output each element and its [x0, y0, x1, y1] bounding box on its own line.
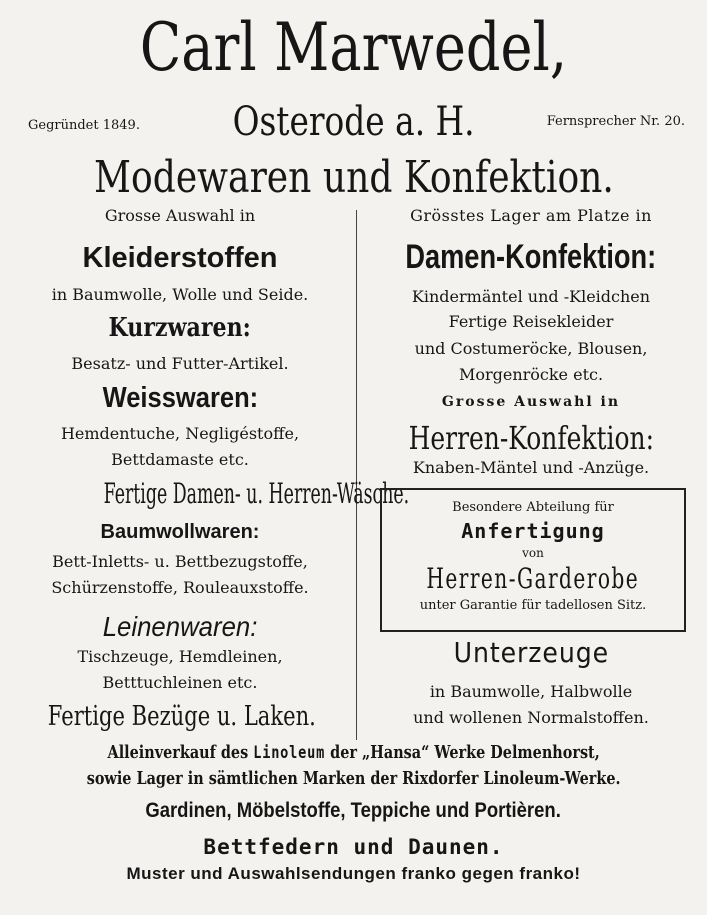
right-heading-herren-konfektion-text: Herren-Konfektion: [408, 419, 654, 457]
right-line-4: Fertige Reisekleider [448, 312, 614, 331]
left-heading-kleiderstoffen: Kleiderstoffen [82, 242, 278, 274]
bottom-line-gardinen-text: Gardinen, Möbelstoffe, Teppiche und Portièren. [145, 799, 562, 822]
left-line-3: in Baumwolle, Wolle und Seide. [51, 285, 309, 304]
bottom-line-gardinen [0, 797, 707, 825]
headline-text: Modewaren und Konfektion. [93, 152, 614, 203]
box-line-3: von [522, 546, 544, 560]
bottom-line-rixdorfer [0, 767, 707, 791]
right-line-11: in Baumwolle, Halbwolle [429, 682, 633, 701]
linoleum-suffix: der „Hansa“ Werke Delmenhorst, [330, 742, 600, 763]
right-heading-unterzeuge-text: Unterzeuge [453, 636, 609, 669]
right-heading-damen-konfektion-text: Damen-Konfektion: [405, 238, 657, 276]
right-line-5: und Costumeröcke, Blousen, [414, 339, 648, 358]
left-heading-kurzwaren-text: Kurzwaren: [108, 313, 252, 343]
company-name-text: Carl Marwedel, [139, 9, 568, 86]
bottom-line-linoleum-wrap [107, 741, 599, 765]
city-name-text: Osterode a. H. [232, 99, 475, 145]
tailoring-notice-box [380, 488, 686, 632]
bottom-line-rixdorfer-text: sowie Lager in sämtlichen Marken der Rixdorfer Linoleum-Werke. [86, 768, 621, 789]
right-heading-herren-konfektion [362, 418, 700, 458]
left-heading-waesche [10, 476, 410, 512]
left-heading-bezuege-text: Fertige Bezüge u. Laken. [47, 701, 316, 732]
linoleum-prefix: Alleinverkauf des [107, 742, 249, 763]
box-heading-herren-garderobe-text: Herren-Garderobe [426, 562, 640, 595]
right-line-9: Knaben-Mäntel und -Anzüge. [412, 458, 650, 477]
left-heading-weisswaren [10, 380, 350, 416]
right-line-12: und wollenen Normalstoffen. [413, 708, 649, 727]
left-heading-kurzwaren [10, 312, 350, 344]
left-line-11: Bett-Inletts- u. Bettbezugstoffe, [52, 552, 308, 571]
phone-note: Fernsprecher Nr. 20. [546, 114, 685, 129]
linoleum-brand: Linoleum [253, 743, 325, 763]
box-line-5: unter Garantie für tadellosen Sitz. [419, 598, 647, 613]
right-line-6: Morgenröcke etc. [458, 365, 604, 384]
left-line-1: Grosse Auswahl in [104, 206, 256, 225]
bottom-line-bettfedern: Bettfedern und Daunen. [203, 835, 504, 859]
bottom-line-linoleum [0, 741, 707, 765]
founded-note: Gegründet 1849. [28, 118, 140, 133]
box-line-1: Besondere Abteilung für [452, 500, 614, 515]
left-heading-leinenwaren-text: Leinenwaren: [102, 611, 258, 642]
left-heading-waesche-text: Fertige Damen- u. Herren-Wäsche. [103, 477, 410, 510]
left-line-5: Besatz- und Futter-Artikel. [71, 354, 289, 373]
left-line-7: Hemdentuche, Negligéstoffe, [60, 424, 300, 443]
right-line-1: Grösstes Lager am Platze in [410, 206, 652, 225]
box-heading-herren-garderobe [382, 562, 684, 596]
right-line-7: Grosse Auswahl in [441, 394, 621, 410]
right-heading-unterzeuge [362, 636, 700, 670]
left-heading-bezuege [10, 700, 350, 734]
left-heading-leinenwaren [10, 610, 350, 644]
bottom-line-muster: Muster und Auswahlsendungen franko gegen franko! [126, 864, 581, 883]
right-line-3: Kindermäntel und -Kleidchen [411, 287, 651, 306]
left-heading-baumwollwaren: Baumwollwaren: [100, 521, 260, 543]
left-line-15: Betttuchleinen etc. [102, 673, 258, 692]
left-line-14: Tischzeuge, Hemdleinen, [77, 647, 283, 666]
left-line-8: Bettdamaste etc. [111, 450, 249, 469]
right-heading-damen-konfektion [362, 236, 700, 278]
box-heading-anfertigung: Anfertigung [461, 519, 605, 543]
left-line-12: Schürzenstoffe, Rouleauxstoffe. [51, 578, 309, 597]
column-divider [356, 210, 357, 740]
left-heading-weisswaren-text: Weisswaren: [102, 382, 258, 414]
